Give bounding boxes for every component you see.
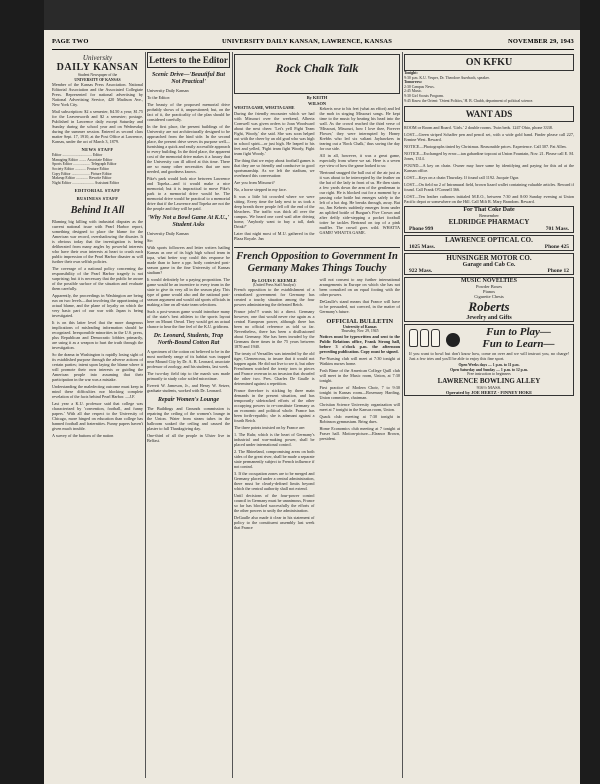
french-paragraph: will not consent to any further international arrangements in Europe on which she has not been consulted on an equal footing with the other powers. bbox=[319, 276, 400, 297]
news-headline: Dr. Leonard, Students, Trap North-Bound Cotton Rat bbox=[153, 333, 224, 346]
masthead-mail: Mail subscription: $2 a semester, $4.50 a year; $1.75 for the Leavenworth and $2 a semester; postage. Published in Lawrence daily except Saturday and Sunday during the school year and on Wednesday during the summer session. Entered as second class matter Sept. 17, 1910, at the Post Office at Lawrence, Kansas, under the act of March 3, 1879. bbox=[52, 109, 143, 145]
french-paragraph: France therefore is sticking by three main demands in the present situation, and has temporarily sidetracked efforts of the other occupying powers to re-constitute Germany as an economic and political whole. France has been forth-republic; she is adamant against a fourth Reich. bbox=[234, 388, 315, 424]
kfku-item: 9:45 Know the Orient: 'Orient Politics,' H. B. Chubb, department of political science. bbox=[404, 98, 534, 103]
right-background-strip bbox=[580, 0, 600, 784]
column-features bbox=[234, 52, 400, 778]
editorial-paragraph: Understanding the maledecting outcome must keep in mind these difficulties nor blocking complete revelation of the facts behind Pearl Harbor. —J.F. bbox=[52, 384, 143, 400]
bowling-operator: Operated by JOE HERTZ - FINNEY HOKE bbox=[445, 389, 533, 395]
roberts-sub: Jewelry and Gifts bbox=[466, 315, 512, 322]
editorial-paragraph: The coverage of a national policy concerning the responsibility of the Pearl Harbor tragedy is not surprising; but it is necessary that the public be aware of the possible surface of the situation and evaluate them carefully. bbox=[52, 266, 143, 292]
bowling-ball-icon bbox=[446, 333, 460, 347]
french-paragraph: The treaty of Versailles was intended by the old tiger, Clemenceau, to insure that it would not happen again. He did not live to see it, but other Frenchmen watched the treaty torn to pieces and France overrun in an invasion that dwarfed the other two. Pres. Charles De Gaulle is determined against a repetition. bbox=[234, 351, 315, 387]
bowling-pin-icon bbox=[431, 329, 440, 347]
optical-ad bbox=[404, 235, 574, 251]
rock-paragraph: Kekeris rose to his feet (what an effort) and led the mob in singing Missouri songs. He kept time to the music by beating his head into the wall. As the crowd reached the third verse of 'Missouri, Missouri, how I love thee, Forever Flower,' they were interrupted by Honey Krebbs who led six valiant Jayhawkers in tearing out a 'Rock Chalk,' thus saving the day for our side. bbox=[319, 106, 400, 151]
column-divider bbox=[232, 52, 233, 778]
editorial-headline: Behind It All bbox=[70, 205, 125, 217]
editorial-paragraph: It is on this latter level that the more dangerous implications of misleading information should be recognized. Irresponsible minorities in the U.S. press, plus Republican and Democratic lobbies primarily, are using it as a weapon to hurt the truth through the investigation. bbox=[52, 320, 143, 351]
letter-paragraph: To the Editor: bbox=[147, 95, 171, 100]
staff-line: Society Editor ............ Feature Editor bbox=[52, 166, 109, 171]
hunsinger-sub: Garage and Cab Co. bbox=[462, 262, 516, 269]
editorial-paragraph: So the drama in Washington is rapidly losing sight of its established purpose through the adverse actions of certain parties; intent upon laying the blame where it will promote their own interests or guiding the American people into assuming that their participation in the war was a mistake. bbox=[52, 352, 143, 383]
bulletin-item: Pre-Nursing club will meet at 7:30 tonight at Watkins nurses home. bbox=[319, 355, 400, 366]
column-masthead bbox=[52, 52, 143, 778]
eldridge-top: For That Coke Date bbox=[463, 207, 515, 214]
rock-chalk-talk-banner bbox=[234, 54, 400, 94]
bulletin-sub: University of Kansas bbox=[342, 324, 377, 329]
bowling-headline: Fun to Play— bbox=[486, 326, 551, 339]
letter-paragraph: In the first place, the present buildings of the University are not architecturally designed to be approached from the hind side. In the second place, the present drive serves its purpose well—furnishing a quick and easily accessible approach to every building. In the third place, the apparent cost of the memorial drive makes it a luxury that the University can ill afford at this time. There are so many other necessities that are now needed, and goodness knows. bbox=[147, 124, 230, 174]
letter-paragraph: University Daily Kansan bbox=[147, 231, 189, 236]
business-staff-heading: BUSINESS STAFF bbox=[76, 196, 119, 202]
kfku-tomorrow-label: Tomorrow: bbox=[404, 80, 423, 85]
want-ad: LOST—Keys on a chain Thursday. If found call 1192. Jacquie Ogar. bbox=[404, 175, 519, 181]
rock-columns bbox=[234, 106, 400, 243]
french-paragraph: French opposition to the establishment of a centralized government for Germany has created a touchy situation among the four powers administering the defeated Reich. bbox=[234, 287, 315, 308]
bulletin-heading: OFFICIAL BULLETIN bbox=[326, 317, 394, 325]
optical-address: 1025 Mass. bbox=[409, 244, 435, 251]
editorial-staff-heading: EDITORIAL STAFF bbox=[74, 188, 121, 194]
newspaper-page bbox=[44, 30, 580, 784]
staff-line: Copy Editor ................... Picture Editor bbox=[52, 171, 112, 176]
masthead-intro: Member of the Kansas Press Association. National Editorial Association and the Associated Collegiate Press. Represented for national advertising by National Advertising Service, 420 Madison Ave., New York City. bbox=[52, 82, 143, 108]
bulletin-item: Home Economics club meeting at 7 tonight at Fraser hall. Motion-picture—Eleanor Brown, president. bbox=[319, 425, 400, 441]
staff-line: Editor ............................... Editor bbox=[52, 153, 103, 158]
bowling-pins-illustration bbox=[405, 325, 464, 351]
rock-paragraph: It was a little bit crowded where we were sitting. Every time the lady next to us took a deep breath three people fell off the end of the bleachers. The traffic was thick all over the campus. We heard one coed wail after driving home, 'Anybody want to buy a tall, dark Drink?' bbox=[234, 193, 315, 229]
optical-name: LAWRENCE OPTICAL CO. bbox=[445, 236, 533, 245]
bulletin-item: First practice of Modern Choir, 7 to 9:30 tonight in Kansas room—Rosemary Harding, Union committee, chairman. bbox=[319, 384, 400, 400]
issue-date: NOVEMBER 29, 1943 bbox=[507, 38, 574, 45]
staff-line: Managing Editor ........ Associate Editor bbox=[52, 157, 113, 162]
bowling-pin-icon bbox=[420, 329, 429, 347]
editorial-paragraph: Blaming big killing with industrial disputes as the current national issue with Pearl Harbor report, something designed to place the blame for the American war record, overshadowing the disaster. It is obvious today that the investigation is being deliberated from many angles by powerful interests who have their own interests at heart to crush each public impression of the Pearl Harbor disaster as will further their own selfish policies. bbox=[52, 219, 143, 265]
eldridge-remember: Remember bbox=[479, 213, 499, 219]
column-radio-ads bbox=[404, 52, 574, 778]
letter-paragraph: Such a post-season game would introduce many of the state's best athletes to the sports layout here on Mount Oread. They would get an actual chance to hear the fine feel of the K.U. gridirons. bbox=[147, 309, 230, 329]
bowling-pin-icon bbox=[409, 329, 418, 347]
eldridge-phone: Phone 999 bbox=[409, 226, 434, 233]
roberts-item: Cigarette Chests bbox=[474, 294, 504, 300]
rock-subhead: WHATTA GAME, WHATTA GAME bbox=[234, 106, 295, 110]
letter-paragraph: It would definitely be a paying proposition. The game would be an incentive to every team in the state to give its very all in the season play. This type of game would also and the national post-season argument and would aid sports officials in making a line on all-state team selections. bbox=[147, 277, 230, 307]
staff-line: Night Editor ....................... Assistant Editor bbox=[52, 180, 119, 185]
editorial-note: Last year a K.U. professor said that college was characterized by 'convention, football, and funny papers.' With all due respect to the University of Chicago, more hinged on education than college has banned football and fraternities. Funny papers haven't given much trouble. bbox=[52, 401, 143, 432]
rock-byline-name: WILSON bbox=[307, 101, 327, 106]
roberts-item: Pianos bbox=[482, 289, 495, 295]
page-header bbox=[52, 38, 574, 48]
hunsinger-name: HUNSINGER MOTOR CO. bbox=[446, 254, 532, 263]
editorial-note-title: A survey of the buttons of the nation bbox=[52, 433, 114, 439]
bulletin-notice: Notices must be typewritten and sent to the Public Relations office, Frank Strong hall, before 3 o'clock p.m. the afternoon preceding publication. Copy must be signed. bbox=[319, 333, 400, 354]
french-headline: French Opposition to Government In Germany Makes Things Touchy bbox=[234, 247, 400, 275]
french-paragraph: Until decisions of the four-power control council in Germany must be unanimous, France so far has blocked successfully the efforts of the other powers to unify the administration. bbox=[234, 493, 315, 514]
bowling-address: 916½ MASS. bbox=[476, 384, 502, 390]
rock-paragraph: During the friendly encounter which we had with Missouri over the weekend, Alberta Cornwell was given orders to Joan Woodward about the next cheer. 'Let's yell Fight Team Fight, Woody,' she said. She was soon helped out with the cheer by an old grad who was high in school spirit—or just high. He leaped to his feet and yelled, 'Fight team fight Woody, Fight team fight Woody.' bbox=[234, 110, 315, 156]
kfku-heading: ON KFKU bbox=[404, 54, 574, 71]
letter-paragraph: Sir: bbox=[147, 238, 154, 243]
optical-phone: Phone 425 bbox=[544, 244, 569, 251]
rock-paragraph: Later that night most of M.U. gathered in the Plaza Royale. Jan bbox=[234, 230, 315, 241]
masthead-university: University bbox=[82, 54, 113, 62]
letter-headline: 'Why Not a Bowl Game At K.U.,' Student Asks bbox=[147, 215, 230, 228]
eldridge-address: 701 Mass. bbox=[545, 226, 569, 233]
french-byline-sub: (United Press Staff Analyst) bbox=[252, 282, 296, 287]
french-paragraph: France jobs!!! wants hit a direct. Germany however, one that would never rise again as a central European power, although there has been no official reference as told so far. Nevertheless, there has been a disillusioned about Germany. She has been invaded by the Germans three times in the 75 years between 1870 and 1940. bbox=[234, 309, 315, 350]
paper-title-line: UNIVERSITY DAILY KANSAN, LAWRENCE, KANSAS bbox=[222, 38, 393, 45]
bulletin-date: Thursday, Nov. 29, 1945 bbox=[341, 329, 379, 334]
masthead-sub1: Student Newspaper of the bbox=[77, 73, 118, 77]
french-byline: By LOUIS F. KEEMLE bbox=[251, 277, 297, 283]
bowling-headline: Fun to Learn— bbox=[482, 338, 555, 351]
letter-paragraph: Pike's park would look nice between Lawrence and Topeka—and it would make a nice memorial; but it is impractical to move Pike's park to a memorial drive would be. The memorial drive would be practical to a memorial drive that if the Lawrence and Topeka are not the the people and they will be paid. bbox=[147, 176, 230, 211]
rock-paragraph: All in all, however, it was a great game, especially from where we sat. Here is a seven eye view of how the game looked to us: bbox=[319, 153, 400, 168]
rock-chalk-title: Rock Chalk Talk bbox=[275, 61, 359, 75]
kfku-item: 2:45 Music. bbox=[404, 89, 423, 94]
want-ad: ROOM or Room and Board. 'Girls.' 2 double rooms. Twin beds. 1247 Ohio, phone 3338. bbox=[404, 125, 553, 131]
want-ad: NOTICE—Photographs tinted by Christmas. Reasonable prices. Experience. Call 307. Pat Allen. bbox=[404, 144, 567, 150]
kfku-item: 2:30 Campus News. bbox=[404, 84, 435, 89]
news-staff-heading: NEWS STAFF bbox=[81, 147, 114, 153]
news-paragraph: The two-day field trip to the marsh was made primarily to study color soiled microtinae. bbox=[147, 371, 230, 381]
bulletin-item: Christian Science University organization will meet at 7 tonight in the Kansas room, Union. bbox=[319, 401, 400, 412]
news-paragraph: The Buildings and Grounds commission is repairing the ceiling of the women's lounge in the Union. Water from steam tubes in the ballroom soaked the ceiling and caused the plaster to fall Thanksgiving day. bbox=[147, 406, 230, 431]
french-paragraph: 3. If the occupation zones are to be merged and Germany placed under a central administration, there must be clearly-defined limits beyond which the central authority shall not extend. bbox=[234, 471, 315, 492]
masthead-title: DAILY KANSAN bbox=[56, 62, 139, 73]
rock-byline: By KEITH bbox=[306, 95, 328, 100]
letter-headline: Scenic Drive—'Beautiful But Not Practical' bbox=[151, 72, 225, 85]
french-paragraph: 1. The Ruhr, which is the heart of Germany's industrial and war-making power, shall be placed under international control. bbox=[234, 432, 315, 448]
bulletin-item: Quack club meeting at 7:30 tonight in Robinson gymnasium. Bring dues. bbox=[319, 413, 400, 424]
letter-paragraph: With sports followers and letter writers hailing Kansas as one of its high high school team in topa, what better way could this response be made than to have a ppr. hotly contested post-season game in the fine University of Kansas stadium? bbox=[147, 245, 230, 275]
bowling-hours: Open Saturday and Sunday — 1 p.m. to 12 p.m. bbox=[450, 367, 528, 372]
rock-paragraph: No, a horse stepped in my face. bbox=[234, 186, 287, 192]
french-paragraph: DeGaulle also made it clear in his statement of policy to the constituent assembly last week that France bbox=[234, 515, 315, 531]
masthead-sub2: UNIVERSITY OF KANSAS bbox=[74, 77, 121, 82]
kfku-item: 9:30 Girl Scouts Program. bbox=[404, 93, 444, 98]
letters-heading: Letters to the Editor bbox=[147, 52, 230, 68]
news-paragraph: Everett W. Jameson, Jr., and Henry W. Setzer, graduate students, worked with Dr. Leonard. bbox=[147, 383, 230, 393]
kfku-item: 9:30 p.m. K.U. Vesper, Dr. Theodore Auerbach, speaker. bbox=[404, 75, 490, 80]
want-ad: LOST—Green striped Schaffer pen and pencil set, with a wide gold band. Finder please call 227, Ermine West. Reward. bbox=[404, 132, 574, 143]
eldridge-ad bbox=[404, 206, 574, 233]
bowling-ad bbox=[404, 324, 574, 396]
want-ad: LOST—Ten leather cutbones initialed M.E.O., between 7:30 and 8:00 Sunday evening at Union Pacific depot or somewhere on the Hill. Call Milt R. Mary Brandom. Reward. bbox=[404, 194, 574, 205]
staff-line: Sports Editor .................. Telegraph Editor bbox=[52, 162, 117, 167]
french-paragraph: The three points insisted on by France are: bbox=[234, 425, 306, 431]
column-letters bbox=[147, 52, 230, 778]
page-number: PAGE TWO bbox=[52, 38, 89, 45]
french-paragraph: 2. The Rhineland, compromising areas on both sides of the great river, shall be made a separate state permanently subject to French influence if not control. bbox=[234, 449, 315, 470]
eldridge-name: ELDRIDGE PHARMACY bbox=[448, 218, 530, 227]
editorial-paragraph: Apparently, the proceedings in Washington are being run on two levels—that involving the apportioning of actual blame, and the plane of loyalty on which the very basic part of our war with Japan is being investigated. bbox=[52, 293, 143, 319]
bowling-footer: Free instruction to beginners bbox=[467, 372, 511, 377]
hunsinger-phone: Phone 12 bbox=[547, 268, 569, 275]
french-paragraph: DeGaulle's stand means that France will have to be persuaded, not coerced, in the matter of Germany's future. bbox=[319, 298, 400, 314]
header-rule bbox=[52, 49, 574, 50]
want-ad: NOTICE—Exchanged by error—tan gabardine topcoat at Union Fountain, Nov. 21. Please call E. M. Jones, 1314. bbox=[404, 151, 574, 162]
staff-line: Makeup Editor ............. Rewrite Editor bbox=[52, 176, 112, 181]
column-divider bbox=[402, 52, 403, 778]
bulletin-item: Fosh Bime of the American College Quill club will meet in the Music room, Union, at 7:30 tonight. bbox=[319, 367, 400, 383]
letter-paragraph: University Daily Kansan bbox=[147, 88, 189, 93]
news-headline: Repair Women's Lounge bbox=[157, 397, 220, 403]
rock-paragraph: Are you from Missouri? bbox=[234, 179, 275, 185]
french-columns bbox=[234, 277, 400, 533]
hunsinger-ad bbox=[404, 253, 574, 275]
rock-paragraph: 'Bertrand snagged the ball out of the air just as it was about to be intercepted by the feather on the hat of the lady in front of us. He then starts a few yards down the arm of the gentleman to our right. He is blocked out for a moment by a passing coke bottle but emerges safely to the left of a hot dog. He breaks through, away. But no, Jim Keberts suddenly emerges from under an uplifted bottle of Burgun's Five Crown and after deftly side-stepping a pocket football totter he tackles Bertrand on top of a pink muffler. The crowd goes wild. WHATTA GAME! WHATTA GAME. bbox=[319, 170, 400, 235]
letter-paragraph: The beauty of the proposed memorial drive probably shows of it, unquestioned; but, on the fact of it, the practicality of the plan should be considered carefully. bbox=[147, 102, 230, 122]
roberts-item: Powder Boxes bbox=[475, 284, 503, 290]
hunsinger-address: 922 Mass. bbox=[409, 268, 433, 275]
rock-paragraph: The thing that we enjoy about football games is that they are so friendly and conducive to good sportsmanship. As we left the stadium, we overheard this conversation: bbox=[234, 157, 315, 178]
bowling-hours: Open Weeks days — 1 p.m. to 11 p.m. bbox=[458, 363, 520, 368]
want-ads-heading: WANT ADS bbox=[404, 106, 574, 122]
roberts-ad bbox=[404, 277, 574, 322]
bowling-name: LAWRENCE BOWLING ALLEY bbox=[437, 376, 541, 385]
column-divider bbox=[145, 52, 146, 778]
roberts-top: MUSIC NOVELTIES bbox=[461, 278, 517, 285]
want-ad: FOUND—A key on chain. Owner may have same by identifying and paying for this ad at the Kansan office. bbox=[404, 163, 574, 174]
bowling-body: If you want to bowl but don't know how, come on over and we will instruct you, no charge! Just a few tries and you'll be able to enjoy this fine sport. bbox=[409, 351, 569, 362]
roberts-name: Roberts bbox=[468, 299, 510, 315]
left-background-strip bbox=[0, 0, 44, 784]
news-paragraph: One-third of all the people in Ulster live in Belfast. bbox=[147, 433, 230, 443]
news-paragraph: A specimen of the cotton rat believed to be in the most northerly range of its habitat was trapped near Mound City by Dr. A. B. Leonard, associate professor of zoology, and his students, last week. bbox=[147, 349, 230, 369]
kfku-tonight-label: Tonight: bbox=[404, 71, 418, 75]
want-ad: LOST—On field no 2 of Intramural field, brown lizard wallet containing valuable articles. Reward if found. Call Frank O'Connell 366. bbox=[404, 182, 574, 193]
